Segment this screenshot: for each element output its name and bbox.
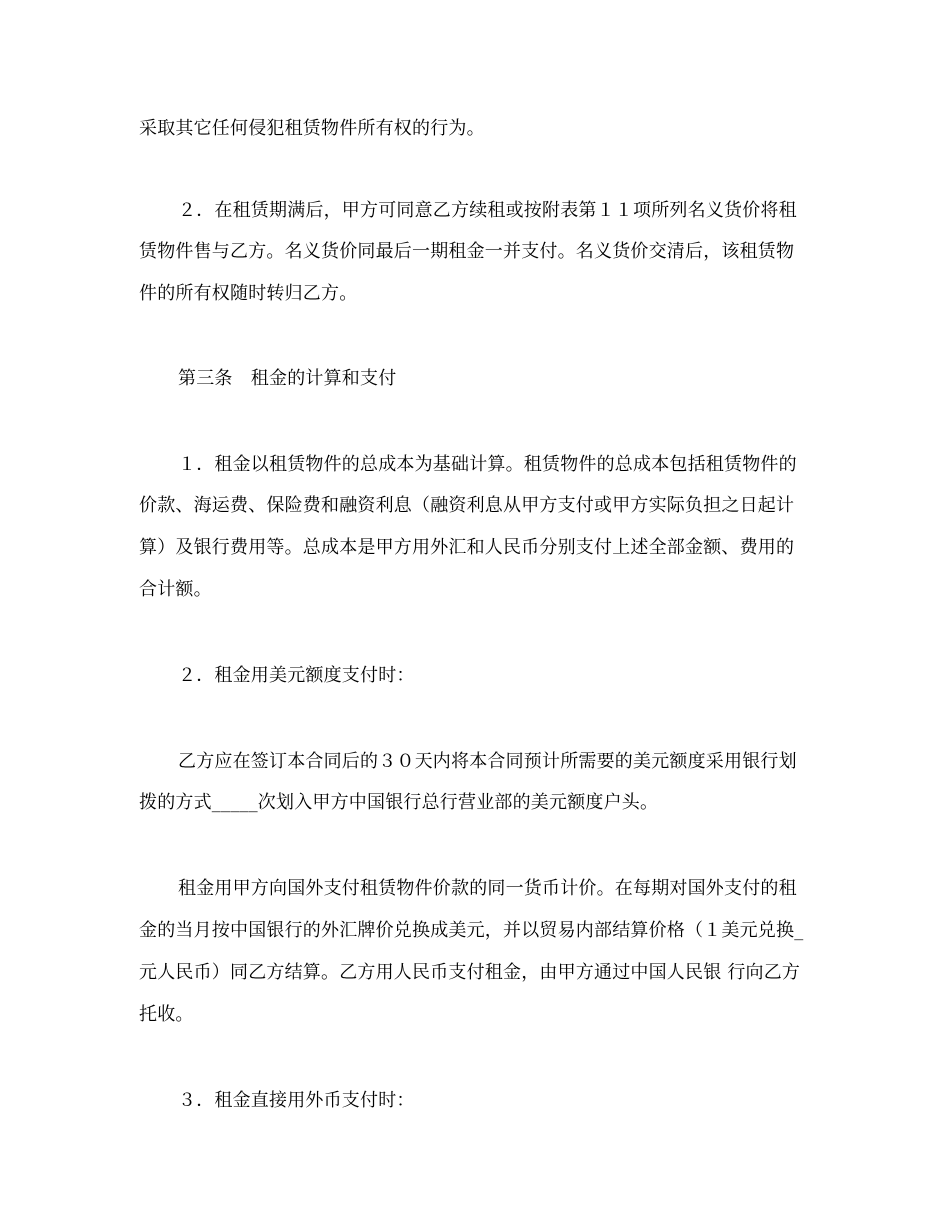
paragraph-line: 金的当月按中国银行的外汇牌价兑换成美元，并以贸易内部结算价格（１美元兑换_: [139, 920, 804, 941]
paragraph-line: 合计额。: [139, 579, 212, 600]
paragraph-line: 拨的方式_____次划入甲方中国银行总行营业部的美元额度户头。: [139, 792, 659, 813]
paragraph-line: 乙方应在签订本合同后的３０天内将本合同预计所需要的美元额度采用银行划: [178, 751, 797, 772]
paragraph-line: １．租金以租赁物件的总成本为基础计算。租赁物件的总成本包括租赁物件的: [178, 454, 797, 475]
paragraph-line: 算）及银行费用等。总成本是甲方用外汇和人民币分别支付上述全部金额、费用的: [139, 537, 795, 558]
section-heading: 第三条 租金的计算和支付: [178, 368, 397, 389]
paragraph-line: 托收。: [139, 1004, 194, 1025]
paragraph-line: 采取其它任何侵犯租赁物件所有权的行为。: [139, 118, 485, 139]
paragraph-line: ２．在租赁期满后，甲方可同意乙方续租或按附表第１１项所列名义货价将租: [178, 200, 797, 221]
paragraph-line: 件的所有权随时转归乙方。: [139, 283, 358, 304]
paragraph-line: 赁物件售与乙方。名义货价同最后一期租金一并支付。名义货价交清后，该租赁物: [139, 241, 795, 262]
paragraph-line: 租金用甲方向国外支付租赁物件价款的同一货币计价。在每期对国外支付的租: [178, 878, 797, 899]
paragraph-line: ２．租金用美元额度支付时：: [178, 665, 415, 686]
paragraph-line: 元人民币）同乙方结算。乙方用人民币支付租金，由甲方通过中国人民银 行向乙方: [139, 962, 801, 983]
paragraph-line: 价款、海运费、保险费和融资利息（融资利息从甲方支付或甲方实际负担之日起计: [139, 495, 795, 516]
paragraph-line: ３．租金直接用外币支付时：: [178, 1090, 415, 1111]
